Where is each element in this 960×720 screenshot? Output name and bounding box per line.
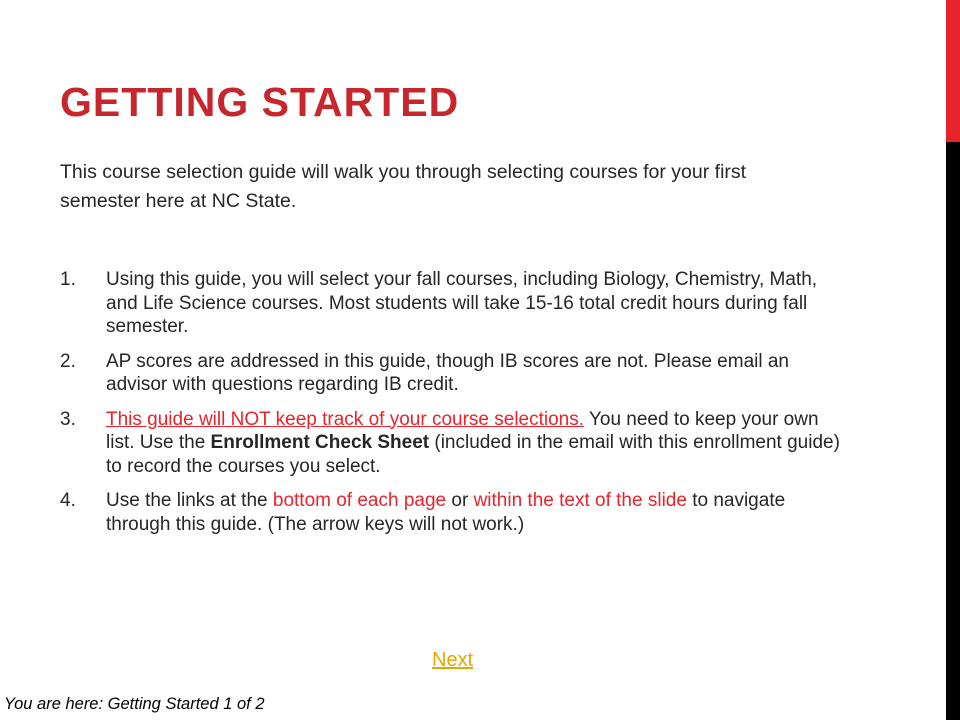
list-item-4: [60, 489, 840, 536]
list-item-1: [60, 268, 840, 339]
step-text: AP scores are addressed in this guide, though IB scores are not. Please email an advisor with questions regarding IB credit.: [106, 350, 789, 395]
right-side-bar: [946, 0, 960, 720]
step-number: 1.: [60, 269, 76, 290]
step-number: 4.: [60, 490, 76, 511]
within-slide-text-highlight: within the text of the slide: [473, 490, 687, 511]
list-item-3: [60, 408, 840, 479]
bottom-of-page-highlight: bottom of each page: [272, 490, 447, 511]
step-number: 2.: [60, 350, 76, 372]
step-text: Use the links at the: [106, 490, 273, 511]
list-item-2: [60, 350, 840, 397]
step-number: 3.: [60, 408, 76, 430]
step-text: (included in the email with this enrollment guide) to record the courses you select.: [106, 432, 840, 477]
step-text: to navigate through this guide. (The arrow keys will not work.): [106, 490, 786, 535]
slide-title: GETTING STARTED: [60, 79, 460, 125]
step-text: or: [446, 490, 474, 511]
intro-paragraph: This course selection guide will walk you through selecting courses for your first semester here at NC State.: [60, 161, 747, 212]
next-button[interactable]: Next: [432, 649, 474, 671]
course-tracking-warning-link[interactable]: This guide will NOT keep track of your course selections.: [106, 408, 585, 430]
step-text: Using this guide, you will select your fall courses, including Biology, Chemistry, Math, and Life Science courses. Most students will take 15-16 total credit hours during fall semester.: [106, 269, 818, 337]
step-text: You need to keep your own list. Use the: [106, 408, 819, 453]
side-bar-red-accent: [946, 0, 960, 142]
location-indicator: You are here: Getting Started 1 of 2: [4, 695, 265, 713]
steps-list: [60, 268, 840, 547]
enrollment-check-sheet-label: Enrollment Check Sheet: [210, 432, 430, 453]
